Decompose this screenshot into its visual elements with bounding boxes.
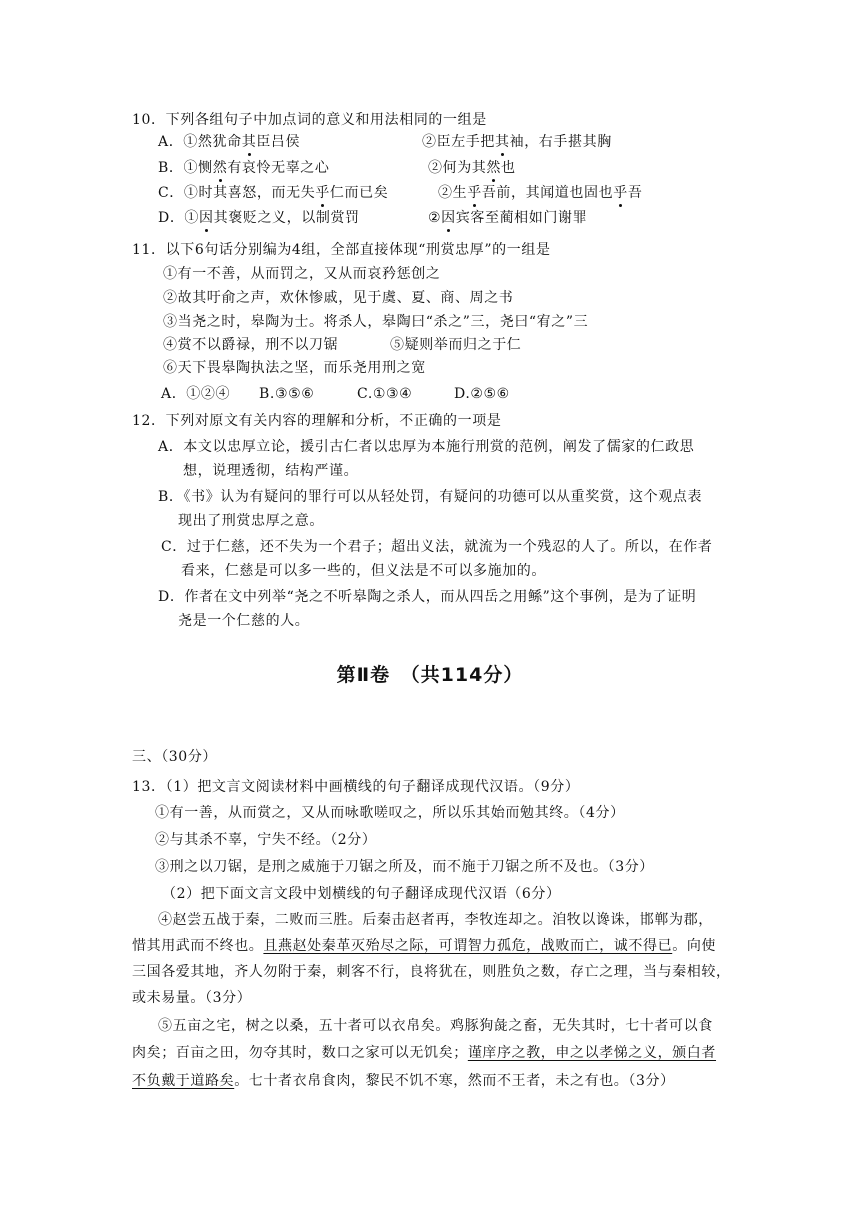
q13-passage5-line1: ⑤五亩之宅，树之以桑，五十者可以衣帛矣。鸡豚狗彘之畜，无失其时，七十者可以食: [158, 1018, 713, 1034]
q12-option-c-line1: C．过于仁慈，还不失为一个君子；超出义法，就流为一个残忍的人了。所以，在作者: [161, 539, 713, 555]
q11-stem: 11．以下6句话分别编为4组，全部直接体现“刑赏忠厚”的一组是: [132, 242, 551, 258]
q13-stem: 13．（1）把文言文阅读材料中画横线的句子翻译成现代汉语。（9分）: [132, 779, 580, 795]
q11-sentence-6: ⑥天下畏皋陶执法之坚，而乐尧用刑之宽: [163, 360, 426, 376]
q11-sentence-5: ⑤疑则举而归之于仁: [390, 337, 522, 353]
q11-option-b: B.③⑤⑥: [259, 386, 315, 402]
q11-option-a: A．①②④: [161, 386, 231, 402]
emphasis-dot-char: 乎: [315, 185, 330, 201]
q10-option-a-2: ②臣左手把其袖，右手揕其胸: [422, 134, 612, 150]
q11-sentence-1: ①有一不善，从而罚之，又从而哀矜惩创之: [163, 266, 441, 282]
q12-option-d-line1: D．作者在文中列举“尧之不听皋陶之杀人，而从四岳之用鲧”这个事例，是为了证明: [158, 589, 697, 605]
q13-passage5-line3: 不负戴于道路矣。七十者衣帛食肉，黎民不饥不寒，然而不王者，未之有也。（3分）: [132, 1073, 675, 1089]
q13-sentence-3: ③刑之以刀锯，是刑之威施于刀锯之所及，而不施于刀锯之所不及也。（3分）: [155, 859, 654, 875]
q11-option-c: C.①③④: [357, 386, 413, 402]
q12-option-a-line2: 想，说理透彻，结构严谨。: [183, 463, 359, 479]
emphasis-dot-char: 其: [241, 134, 257, 150]
part-three-heading: 三、（30分）: [132, 749, 218, 765]
q10-option-d-1: D．①因其褒贬之义，以制赏罚: [158, 210, 360, 226]
underlined-sentence: 不负戴于道路矣: [132, 1073, 235, 1089]
q13-passage4-line3: 三国各爱其地，齐人勿附于秦，刺客不行，良将犹在，则胜负之数，存亡之理，当与秦相较，: [132, 964, 731, 980]
q10-stem: 10．下列各组句子中加点词的意义和用法相同的一组是: [132, 112, 487, 128]
q11-option-d: D.②⑤⑥: [454, 386, 510, 402]
emphasis-dot-char: 乎: [467, 185, 482, 201]
q10-option-c-1: C．①时其喜怒，而无失乎仁而已矣: [158, 185, 389, 201]
q12-option-b-line1: B．《书》认为有疑问的罪行可以从轻处罚，有疑问的功德可以从重奖赏，这个观点表: [158, 489, 703, 505]
q10-option-a-1: A．①然犹命其臣吕侯: [158, 134, 301, 150]
q13-sub-2-stem: （2）把下面文言文段中划横线的句子翻译成现代汉语（6分）: [162, 886, 561, 902]
q12-option-a-line1: A．本文以忠厚立论，援引古仁者以忠厚为本施行刑赏的范例，阐发了儒家的仁政思: [158, 439, 695, 455]
q13-passage4-line2: 惜其用武而不终也。且燕赵处秦革灭殆尽之际，可谓智力孤危，战败而亡，诚不得已。向使: [132, 938, 717, 954]
q10-option-c-2: ②生乎吾前，其闻道也固也乎吾: [438, 185, 643, 201]
emphasis-dot-char: 乎: [613, 185, 628, 201]
emphasis-dot-char: 因: [441, 210, 456, 226]
q11-sentence-3: ③当尧之时，皋陶为士。将杀人，皋陶曰“杀之”三，尧曰“宥之”三: [163, 314, 589, 330]
emphasis-dot-char: 然: [486, 160, 502, 176]
underlined-sentence: 且燕赵处秦革灭殆尽之际，可谓智力孤危，战败而亡，诚不得已: [263, 938, 673, 954]
q13-sentence-1: ①有一善，从而赏之，又从而咏歌嗟叹之，所以乐其始而勉其终。（4分）: [155, 805, 625, 821]
q12-option-d-line2: 尧是一个仁慈的人。: [178, 613, 310, 629]
q13-sentence-2: ②与其杀不辜，宁失不经。（2分）: [155, 832, 377, 848]
q13-passage4-line1: ④赵尝五战于秦，二败而三胜。后秦击赵者再，李牧连却之。洎牧以谗诛，邯郸为郡，: [158, 912, 713, 928]
emphasis-dot-char: 然: [212, 160, 228, 176]
section-title: 第Ⅱ卷 （共114分）: [336, 664, 524, 686]
q12-option-b-line2: 现出了刑赏忠厚之意。: [178, 513, 324, 529]
q10-option-b-1: B．①恻然有哀怜无辜之心: [158, 160, 330, 176]
q10-option-b-2: ②何为其然也: [428, 160, 516, 176]
q12-stem: 12．下列对原文有关内容的理解和分析，不正确的一项是: [132, 413, 502, 429]
q11-sentence-2: ②故其吁俞之声，欢休惨戚，见于虞、夏、商、周之书: [163, 290, 514, 306]
emphasis-dot-char: 其: [495, 134, 510, 150]
q13-passage5-line2: 肉矣；百亩之田，勿夺其时，数口之家可以无饥矣；谨庠序之教，申之以孝悌之义，颁白者: [132, 1045, 717, 1061]
q12-option-c-line2: 看来，仁慈是可以多一些的，但义法是不可以多施加的。: [181, 563, 546, 579]
q11-sentence-4: ④赏不以爵禄，刑不以刀锯: [163, 337, 339, 353]
q13-passage4-line4: 或未易量。（3分）: [132, 990, 252, 1006]
emphasis-dot-char: 因: [199, 210, 214, 226]
q10-option-d-2: ②因宾客至蔺相如门谢罪: [428, 210, 588, 226]
underlined-sentence: 谨庠序之教，申之以孝悌之义，颁白者: [467, 1045, 717, 1061]
